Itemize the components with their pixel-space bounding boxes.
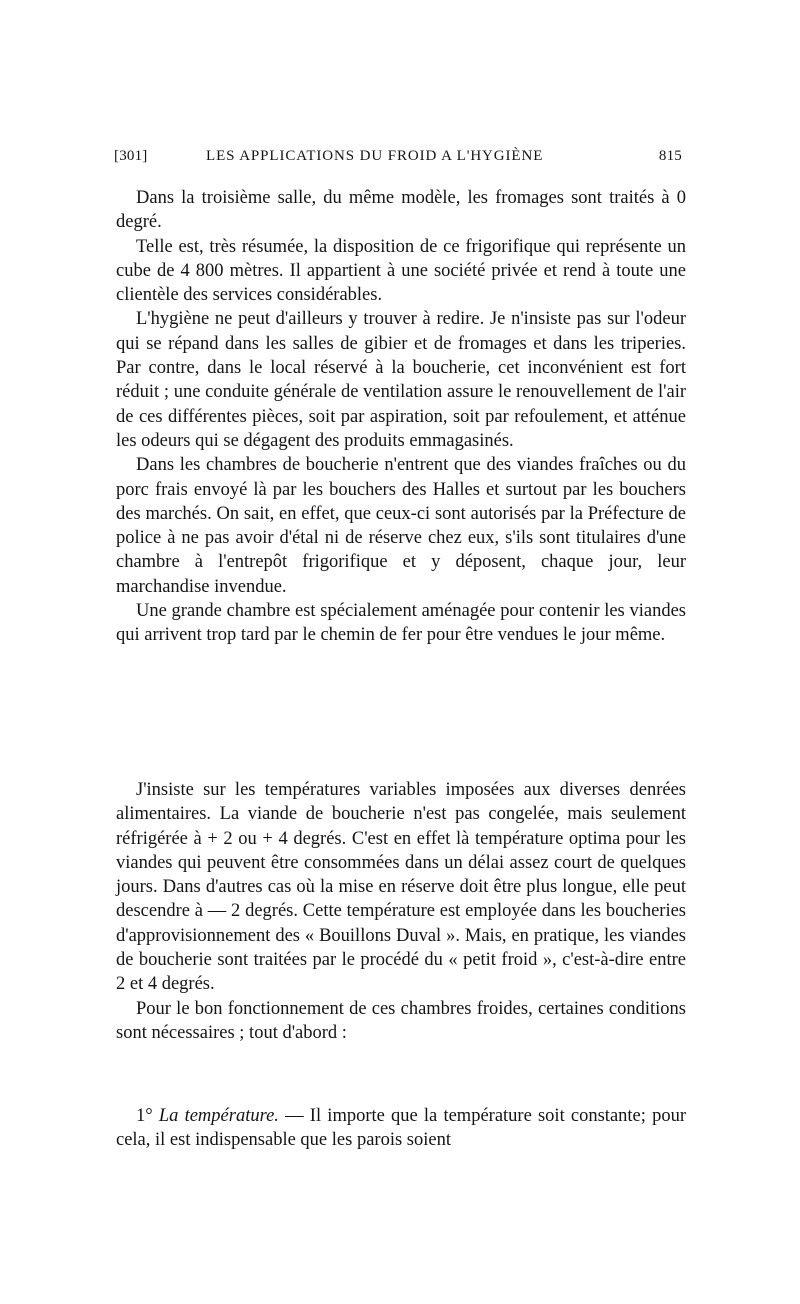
body-text-middle bbox=[116, 778, 686, 1045]
page-header bbox=[114, 148, 686, 170]
paragraph: J'insiste sur les températures variables imposées aux diverses denrées alimentaires. La viande de boucherie n'est pas congelée, mais seulement réfrigérée à + 2 ou + 4 degrés. C'est en effet là température optima pour les viandes qui peuvent être consommées dans un délai assez court de quelques jours. Dans d'autres cas où la mise en réserve doit être plus longue, elle peut descendre à — 2 degrés. Cette température est employée dans les boucheries d'approvisionnement des « Bouillons Duval ». Mais, en pratique, les viandes de boucherie sont traitées par le procédé du « petit froid », c'est-à-dire entre 2 et 4 degrés. bbox=[116, 780, 686, 995]
numbered-item-paragraph bbox=[116, 1104, 686, 1153]
item-title: La température. bbox=[158, 1106, 279, 1126]
paragraph: Telle est, très résumée, la disposition de ce frigorifique qui représente un cube de 4 800 mètres. Il appartient à une société privée et rend à toute une clientèle des services considérables. bbox=[116, 236, 686, 306]
paragraph: Dans la troisième salle, du même modèle, les fromages sont traités à 0 degré. bbox=[116, 188, 686, 233]
page-number: 815 bbox=[658, 148, 682, 164]
numbered-item bbox=[116, 1104, 686, 1153]
item-text: — Il importe que la température soit constante; pour cela, il est indispensable que les parois soient bbox=[116, 1106, 686, 1151]
paragraph: Une grande chambre est spécialement aménagée pour contenir les viandes qui arrivent trop tard par le chemin de fer pour être vendues le jour même. bbox=[116, 601, 686, 646]
item-number: 1° bbox=[136, 1106, 153, 1126]
paragraph: Dans les chambres de boucherie n'entrent que des viandes fraîches ou du porc frais envoyé là par les bouchers des Halles et surtout par les bouchers des marchés. On sait, en effet, que ceux-ci sont autorisés par la Préfecture de police à ne pas avoir d'étal ni de réserve chez eux, s'ils sont titulaires d'une chambre à l'entrepôt frigorifique et y déposent, chaque jour, leur marchandise invendue. bbox=[116, 455, 686, 597]
body-text-upper bbox=[116, 186, 686, 648]
paragraph: Pour le bon fonctionnement de ces chambres froides, certaines conditions sont nécessaires ; tout d'abord : bbox=[116, 998, 686, 1043]
paragraph: L'hygiène ne peut d'ailleurs y trouver à redire. Je n'insiste pas sur l'odeur qui se répand dans les salles de gibier et de fromages et dans les triperies. Par contre, dans le local réservé à la boucherie, cet inconvénient est fort réduit ; une conduite générale de ventilation assure le renouvellement de l'air de ces différentes pièces, soit par aspiration, soit par refoulement, et atténue les odeurs qui se dégagent des produits emmagasinés. bbox=[116, 309, 686, 451]
running-title: LES APPLICATIONS DU FROID A L'HYGIÈNE bbox=[206, 148, 544, 164]
section-reference: [301] bbox=[114, 148, 148, 164]
